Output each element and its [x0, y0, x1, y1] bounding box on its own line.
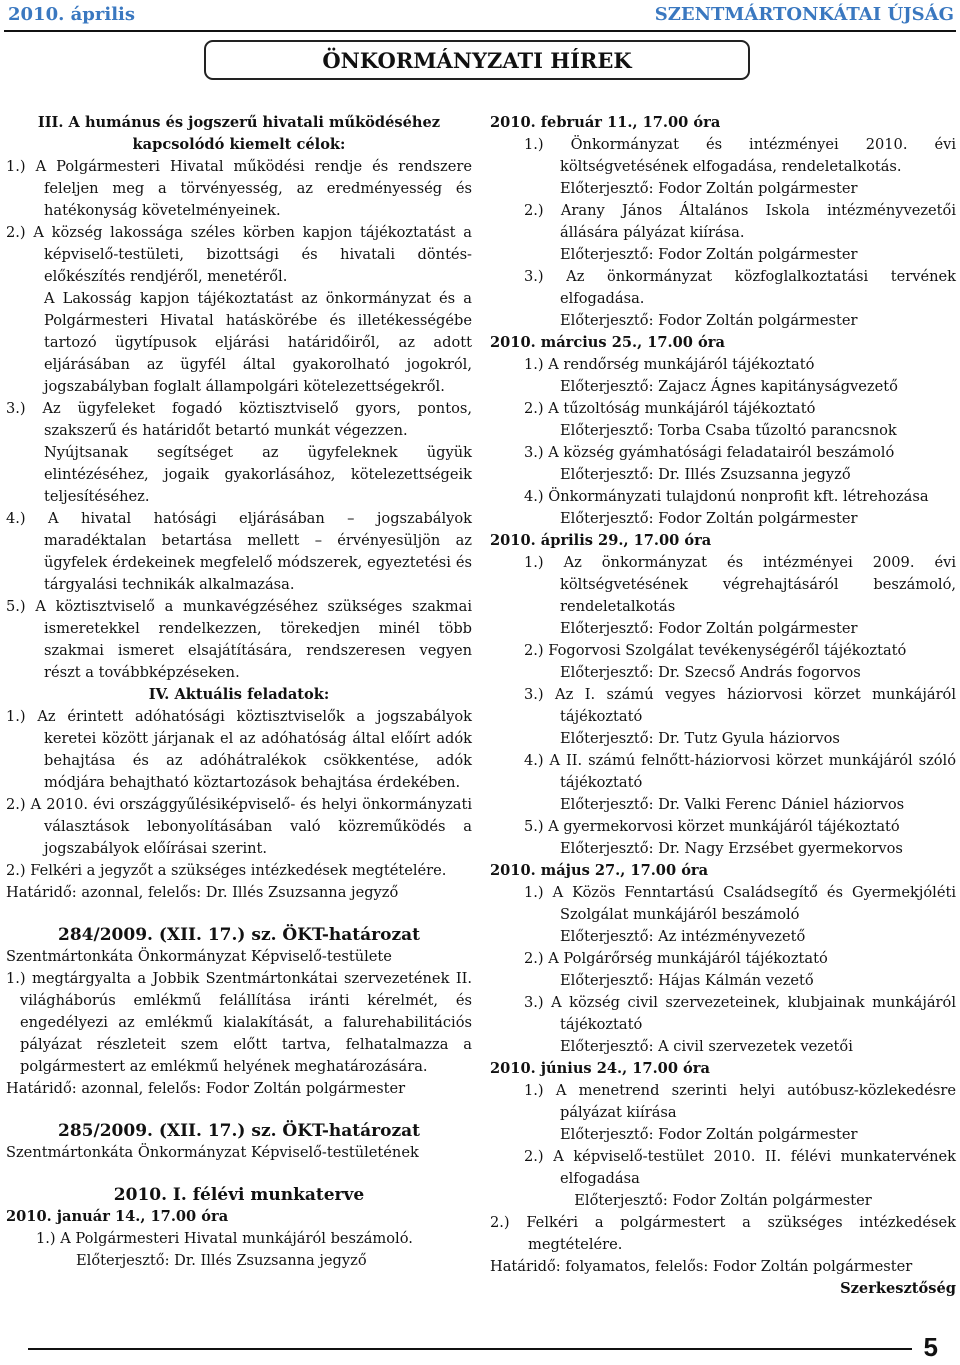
resolution-285-title: 285/2009. (XII. 17.) sz. ÖKT-határozat	[58, 1121, 420, 1141]
goal-2: 2.) A község lakossága széles körben kapjon tájékoztatást a képviselő-testületi, bizottsági és hivatali döntés-előkészítés rendjéről, menetéről.	[6, 224, 472, 285]
agenda-presenter: Előterjesztő: Fodor Zoltán polgármester	[560, 620, 858, 637]
goal-3: 3.) Az ügyfeleket fogadó köztisztviselő gyors, pontos, szakszerű és határidőt betartó munkát végezzen.	[6, 400, 472, 439]
agenda-item: 2.) A Polgárőrség munkájáról tájékoztató	[524, 950, 828, 967]
goal-1: 1.) A Polgármesteri Hivatal működési rendje és rendszere feleljen meg a törvényesség, az eredményesség és hatékonyság követelményeinek.	[6, 158, 472, 219]
agenda-presenter: Előterjesztő: Dr. Illés Zsuzsanna jegyző	[76, 1252, 367, 1269]
meeting-date-january: 2010. január 14., 17.00 óra	[6, 1208, 229, 1225]
agenda-item: 1.) A Közös Fenntartású Családsegítő és Gyermekjóléti Szolgálat munkájáról beszámoló	[524, 884, 956, 923]
header-rule	[4, 30, 956, 32]
goal-3-continued: Nyújtsanak segítséget az ügyfeleknek ügyük elintézéséhez, jogaik gyakorlásához, kötelezettségeik teljesítéséhez.	[44, 444, 472, 505]
resolution-284-deadline: Határidő: azonnal, felelős: Fodor Zoltán polgármester	[6, 1080, 406, 1097]
agenda-presenter: Előterjesztő: Dr. Nagy Erzsébet gyermekorvos	[560, 840, 903, 857]
deadline-responsible: Határidő: folyamatos, felelős: Fodor Zoltán polgármester	[490, 1258, 913, 1275]
agenda-presenter: Előterjesztő: Fodor Zoltán polgármester	[560, 312, 858, 329]
resolution-284-point-1: 1.) megtárgyalta a Jobbik Szentmártonkátai szervezetének II. világháborús emlékmű felállítása iránti kérelmét, és engedélyezi az emlékmű kialakítását, a falurehabilitációs pályázat részleteit szem előtt tartva, felhatalmazza a polgármestert az emlékmű helyének meghatározására.	[6, 970, 472, 1075]
section-3-title-line2: kapcsolódó kiemelt célok:	[132, 136, 346, 153]
agenda-item: 3.) Az I. számú vegyes háziorvosi körzet munkájáról tájékoztató	[524, 686, 956, 725]
meeting-date-june: 2010. június 24., 17.00 óra	[490, 1060, 710, 1077]
goal-2-continued: A Lakosság kapjon tájékoztatást az önkormányzat és a Polgármesteri Hivatal hatáskörébe és illetékességébe tartozó ügytípusok eljárási határidőiről, az adott eljárásában az ügyfél által gyakorolható jogokról, jogszabályban foglalt állampolgári kötelezettségekről.	[44, 290, 472, 395]
resolution-284-body: Szentmártonkáta Önkormányzat Képviselő-testülete	[6, 948, 392, 965]
agenda-presenter: Előterjesztő: A civil szervezetek vezetői	[560, 1038, 853, 1055]
agenda-item: 1.) Önkormányzat és intézményei 2010. évi költségvetésének elfogadása, rendeletalkotás.	[524, 136, 956, 175]
section-4-title: IV. Aktuális feladatok:	[148, 686, 330, 703]
resolution-285-body: Szentmártonkáta Önkormányzat Képviselő-testületének	[6, 1144, 419, 1161]
meeting-date-february: 2010. február 11., 17.00 óra	[490, 114, 721, 131]
section-title: ÖNKORMÁNYZATI HÍREK	[322, 48, 632, 73]
left-column	[6, 112, 472, 1272]
agenda-presenter: Előterjesztő: Dr. Illés Zsuzsanna jegyző	[560, 466, 851, 483]
agenda-presenter: Előterjesztő: Zajacz Ágnes kapitányságvezető	[560, 378, 898, 395]
agenda-presenter: Előterjesztő: Fodor Zoltán polgármester	[574, 1192, 872, 1209]
agenda-item: 4.) A II. számú felnőtt-háziorvosi körzet munkájáról szóló tájékoztató	[524, 752, 956, 791]
agenda-item: 1.) A rendőrség munkájáról tájékoztató	[524, 356, 815, 373]
task-1: 1.) Az érintett adóhatósági köztisztviselők a jogszabályok keretei között járjanak el az adóhatóság által előírt adók behajtása és az adóhátralékok csökkentése, adók módjára behajtható köztartozások behajtása érdekében.	[6, 708, 472, 791]
agenda-presenter: Előterjesztő: Az intézményvezető	[560, 928, 806, 945]
section-banner	[204, 40, 750, 80]
agenda-item: 3.) A község gyámhatósági feladatairól beszámoló	[524, 444, 895, 461]
agenda-item: 2.) Arany János Általános Iskola intézményvezetői állására pályázat kiírása.	[524, 202, 956, 241]
agenda-item: 3.) Az önkormányzat közfoglalkoztatási tervének elfogadása.	[524, 268, 956, 307]
meeting-date-may: 2010. május 27., 17.00 óra	[490, 862, 709, 879]
agenda-presenter: Előterjesztő: Dr. Szecső András fogorvos	[560, 664, 861, 681]
publication-name: SZENTMÁRTONKÁTAI ÚJSÁG	[654, 4, 954, 25]
agenda-item: 1.) Az önkormányzat és intézményei 2009. évi költségvetésének végrehajtásáról beszámoló, rendeletalkotás	[524, 554, 956, 615]
agenda-presenter: Előterjesztő: Dr. Tutz Gyula háziorvos	[560, 730, 840, 747]
page-number: 5	[923, 1332, 938, 1362]
work-plan-title: 2010. I. félévi munkaterve	[113, 1185, 365, 1205]
goal-4: 4.) A hivatal hatósági eljárásában – jogszabályok maradéktalan betartása mellett – érvényesüljön az ügyfelek érdekeinek megfelelő módszerek, egyeztetési és tárgyalási technikák alkalmazása.	[6, 510, 472, 593]
agenda-presenter: Előterjesztő: Fodor Zoltán polgármester	[560, 246, 858, 263]
agenda-presenter: Előterjesztő: Dr. Valki Ferenc Dániel háziorvos	[560, 796, 905, 813]
agenda-item: 1.) A menetrend szerinti helyi autóbusz-közlekedésre pályázat kiírása	[524, 1082, 956, 1121]
goal-5: 5.) A köztisztviselő a munkavégzéséhez szükséges szakmai ismeretekkel rendelkezzen, törekedjen minél több szakmai ismeret elsajátítására, rendszeresen vegyen részt a továbbképzéseken.	[6, 598, 472, 681]
right-column	[490, 112, 956, 1300]
issue-date: 2010. április	[8, 4, 136, 25]
agenda-presenter: Előterjesztő: Hájas Kálmán vezető	[560, 972, 814, 989]
agenda-presenter: Előterjesztő: Fodor Zoltán polgármester	[560, 1126, 858, 1143]
meeting-date-april: 2010. április 29., 17.00 óra	[490, 532, 712, 549]
deadline-responsible: Határidő: azonnal, felelős: Dr. Illés Zsuzsanna jegyző	[6, 884, 399, 901]
resolution-point-2: 2.) Felkéri a polgármestert a szükséges intézkedések megtételére.	[490, 1214, 956, 1253]
resolution-284-title: 284/2009. (XII. 17.) sz. ÖKT-határozat	[58, 925, 420, 945]
section-3-title-line1: III. A humánus és jogszerű hivatali működéséhez	[37, 114, 441, 131]
footer-rule	[28, 1348, 912, 1350]
agenda-presenter: Előterjesztő: Fodor Zoltán polgármester	[560, 180, 858, 197]
agenda-item: 1.) A Polgármesteri Hivatal munkájáról beszámoló.	[36, 1230, 413, 1247]
resolution-point-2: 2.) Felkéri a jegyzőt a szükséges intézkedések megtételére.	[6, 862, 447, 879]
agenda-item: 4.) Önkormányzati tulajdonú nonprofit kft. létrehozása	[524, 488, 929, 505]
task-2: 2.) A 2010. évi országgyűlésiképviselő- és helyi önkormányzati választások lebonyolításában való közreműködés a jogszabályok előírásai szerint.	[6, 796, 472, 857]
agenda-item: 5.) A gyermekorvosi körzet munkájáról tájékoztató	[524, 818, 900, 835]
editorial-signature: Szerkesztőség	[840, 1280, 956, 1297]
agenda-presenter: Előterjesztő: Torba Csaba tűzoltó parancsnok	[560, 422, 897, 439]
page-header	[0, 0, 960, 36]
agenda-item: 2.) A képviselő-testület 2010. II. félévi munkatervének elfogadása	[524, 1148, 956, 1187]
agenda-item: 2.) A tűzoltóság munkájáról tájékoztató	[524, 400, 816, 417]
agenda-item: 2.) Fogorvosi Szolgálat tevékenységéről tájékoztató	[524, 642, 907, 659]
meeting-date-march: 2010. március 25., 17.00 óra	[490, 334, 725, 351]
agenda-presenter: Előterjesztő: Fodor Zoltán polgármester	[560, 510, 858, 527]
agenda-item: 3.) A község civil szervezeteinek, klubjainak munkájáról tájékoztató	[524, 994, 956, 1033]
